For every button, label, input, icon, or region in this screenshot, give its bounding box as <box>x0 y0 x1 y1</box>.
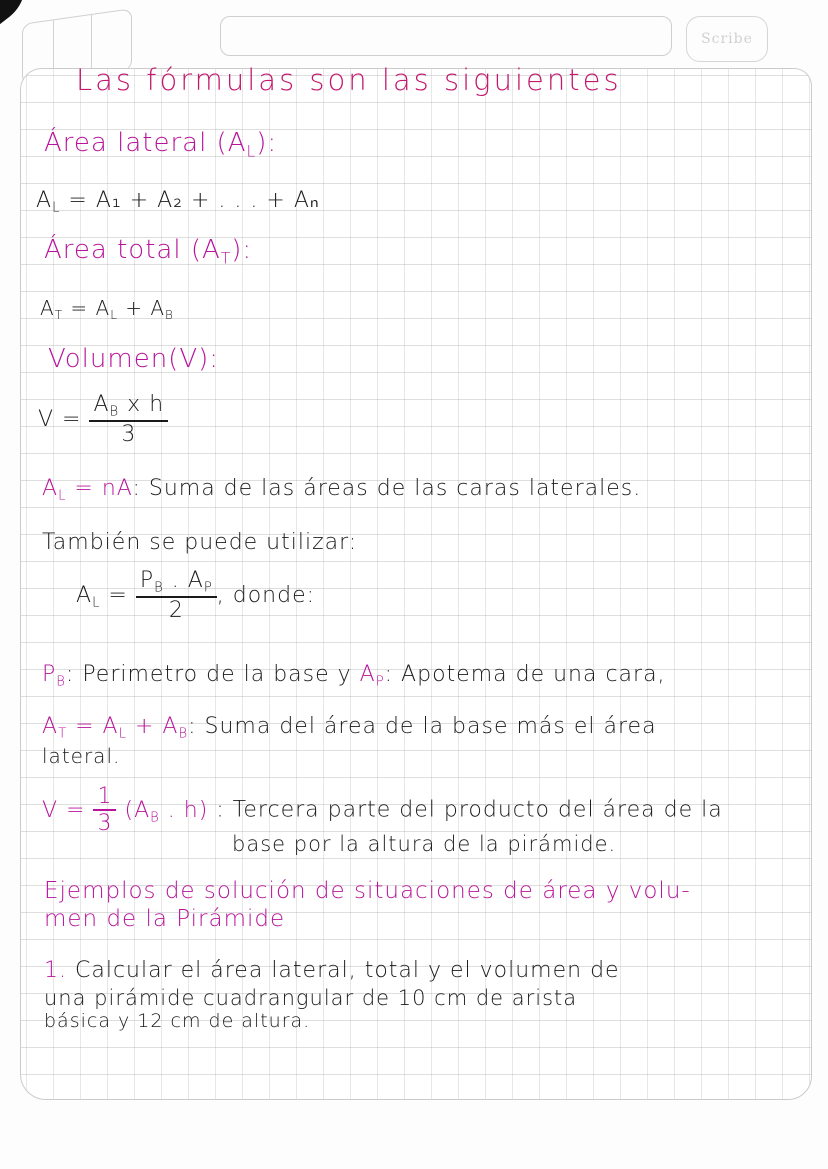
formula-part: . h) <box>159 797 209 823</box>
fraction <box>93 786 116 835</box>
subscript: L <box>246 142 257 161</box>
subscript: B <box>165 308 174 323</box>
heading-text: Área total (A <box>44 235 221 265</box>
brand-logo: Scribe <box>686 16 768 62</box>
subscript: T <box>54 308 64 323</box>
symbol-pb <box>42 662 66 690</box>
page-title: Las fórmulas son las siguientes <box>76 63 622 97</box>
fraction-denominator: 3 <box>121 421 137 447</box>
formula-volume-third <box>42 784 216 836</box>
formula-total-area <box>40 298 174 321</box>
definition-total-area <box>42 716 657 741</box>
formula-symbol: A <box>40 296 55 320</box>
formula-part: + A <box>117 296 166 320</box>
formula-symbol: P <box>139 568 155 593</box>
formula-lateral <box>42 476 133 504</box>
subscript: L <box>58 488 67 504</box>
subscript: B <box>56 674 66 690</box>
formula-part: = A <box>67 714 119 739</box>
fraction <box>136 570 217 622</box>
fraction-numerator <box>89 394 168 422</box>
fraction <box>89 394 168 446</box>
formula-part: + A <box>126 714 179 739</box>
formula-symbol: P <box>42 662 57 687</box>
subscript: L <box>118 726 127 742</box>
formula-symbol: A <box>42 476 59 501</box>
subscript: B <box>150 810 160 826</box>
formula-symbol: A <box>359 662 376 687</box>
definition-text: : Apotema de una cara, <box>384 662 666 687</box>
fraction-numerator: 1 <box>93 786 116 811</box>
definition-text: : Perimetro de la base y <box>65 662 360 687</box>
formula-part: . A <box>163 568 204 593</box>
exercise-1-line-1 <box>44 960 620 982</box>
subscript: T <box>220 249 232 268</box>
definition-text: : Tercera parte del producto del área de la <box>216 797 723 823</box>
heading-total-area <box>44 237 252 267</box>
subscript: B <box>109 404 120 420</box>
fraction-numerator <box>136 570 217 598</box>
formula-total <box>42 714 189 742</box>
exercise-1-line-2: una pirámide cuadrangular de 10 cm de arista <box>44 986 578 1010</box>
exercise-text: Calcular el área lateral, total y el volumen de <box>75 958 620 983</box>
formula-volume <box>38 394 168 446</box>
formula-symbol: A <box>93 392 110 417</box>
formula-part: (A <box>124 797 151 823</box>
subscript: L <box>52 200 61 216</box>
heading-text: Área lateral (A <box>44 128 247 158</box>
definition-text: : Suma del área de la base más el área <box>188 714 657 739</box>
examples-heading-continued: men de la Pirámide <box>44 906 286 932</box>
definition-text: : Suma de las áreas de las caras laterales. <box>132 476 642 501</box>
definition-perimeter-apothem <box>42 664 666 689</box>
heading-volume: Volumen(V): <box>48 344 220 374</box>
formula-symbol: A <box>36 188 53 213</box>
subscript: P <box>203 580 213 596</box>
fraction-denominator: 2 <box>168 597 184 623</box>
definition-lateral-area <box>42 478 641 503</box>
formula-lhs: V = <box>38 406 82 432</box>
formula-lhs: V = <box>42 797 86 823</box>
subscript: B <box>154 580 164 596</box>
heading-lateral-area <box>44 130 277 160</box>
definition-text-continued: base por la altura de la pirámide. <box>232 832 617 856</box>
formula-suffix: , donde: <box>216 582 316 608</box>
formula-part: x h <box>119 392 165 417</box>
heading-text: ): <box>256 128 278 158</box>
formula-symbol: A <box>42 714 59 739</box>
formula-lateral-alt <box>76 570 315 622</box>
formula-rhs: = A₁ + A₂ + . . . + Aₙ <box>68 188 320 213</box>
subscript: L <box>110 308 118 323</box>
exercise-1-line-3: básica y 12 cm de altura. <box>44 1010 311 1032</box>
subscript: T <box>58 726 68 742</box>
formula-part: = A <box>70 296 111 320</box>
formula-part: = nA <box>66 476 133 501</box>
heading-text: ): <box>231 235 253 265</box>
subscript: B <box>178 726 189 742</box>
definition-volume <box>42 786 723 835</box>
exercise-number: 1. <box>44 958 67 983</box>
subscript: P <box>375 674 385 690</box>
formula-lateral-area <box>36 190 320 215</box>
also-use-text: También se puede utilizar: <box>42 530 358 555</box>
formula-part: = <box>100 582 128 608</box>
definition-text-continued: lateral. <box>42 744 121 768</box>
symbol-ap <box>359 662 385 690</box>
subscript: L <box>92 595 101 611</box>
formula-symbol: A <box>76 582 93 608</box>
fraction-denominator: 3 <box>97 811 113 836</box>
examples-heading: Ejemplos de solución de situaciones de área y volu- <box>44 878 691 904</box>
title-box <box>220 16 672 56</box>
